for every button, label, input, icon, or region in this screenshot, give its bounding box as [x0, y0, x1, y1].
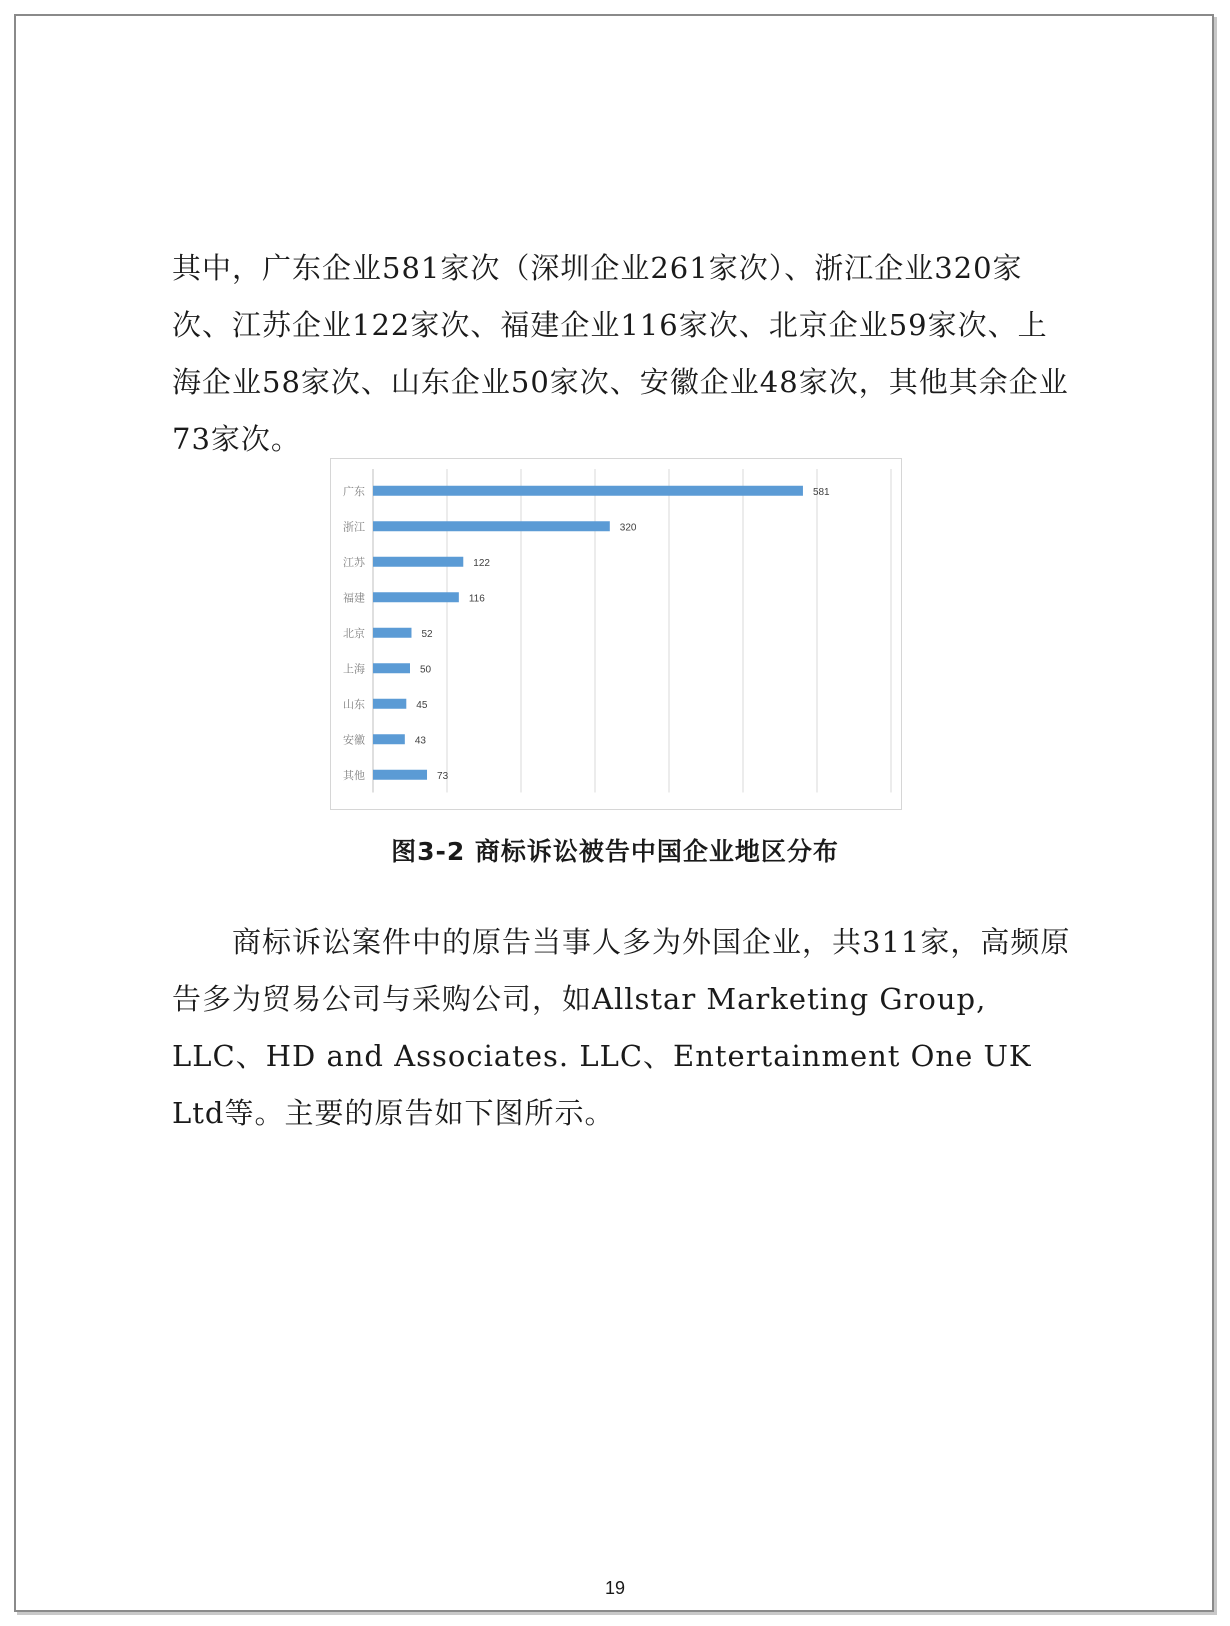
chart-category-label: 浙江 — [343, 520, 365, 534]
region-bar-chart — [330, 458, 902, 810]
chart-svg — [331, 459, 903, 811]
chart-bar — [373, 592, 459, 602]
chart-data-label: 73 — [437, 770, 449, 782]
chart-bar — [373, 734, 405, 744]
chart-data-label: 50 — [420, 664, 432, 676]
chart-category-label: 上海 — [343, 662, 365, 676]
page-number: 19 — [604, 1578, 626, 1598]
chart-bar — [373, 628, 411, 638]
chart-category-label: 江苏 — [343, 555, 365, 569]
chart-data-label: 581 — [812, 486, 830, 498]
body-paragraph-regions: 其中，广东企业581家次（深圳企业261家次）、浙江企业320家次、江苏企业122家次、福建企业116家次、北京企业59家次、上海企业58家次、山东企业50家次、安徽企业48家次，其他其余企业73家次。 — [172, 251, 1069, 456]
chart-bar — [373, 521, 610, 531]
figure-caption: 图3-2 商标诉讼被告中国企业地区分布 — [391, 837, 839, 866]
chart-data-label: 52 — [421, 628, 433, 640]
chart-data-label: 43 — [414, 735, 426, 747]
chart-data-label: 320 — [619, 522, 637, 534]
chart-bar — [373, 486, 803, 496]
chart-category-label: 福建 — [343, 591, 365, 605]
chart-bar — [373, 770, 427, 780]
chart-category-label: 安徽 — [343, 733, 365, 747]
chart-bar — [373, 699, 406, 709]
chart-data-label: 122 — [473, 557, 490, 569]
chart-data-label: 45 — [416, 699, 428, 711]
chart-bar — [373, 557, 463, 567]
body-paragraph-plaintiffs: 商标诉讼案件中的原告当事人多为外国企业，共311家，高频原告多为贸易公司与采购公司，如Allstar Marketing Group, LLC、HD and Associates. LLC、Entertainment One UK Ltd等。主要的原告如下图所示。 — [172, 925, 1071, 1130]
chart-data-label: 116 — [468, 593, 485, 605]
chart-bar — [373, 663, 410, 673]
chart-category-label: 广东 — [343, 484, 365, 498]
chart-category-label: 山东 — [343, 697, 365, 711]
chart-category-label: 其他 — [343, 768, 365, 782]
chart-category-label: 北京 — [343, 626, 365, 640]
